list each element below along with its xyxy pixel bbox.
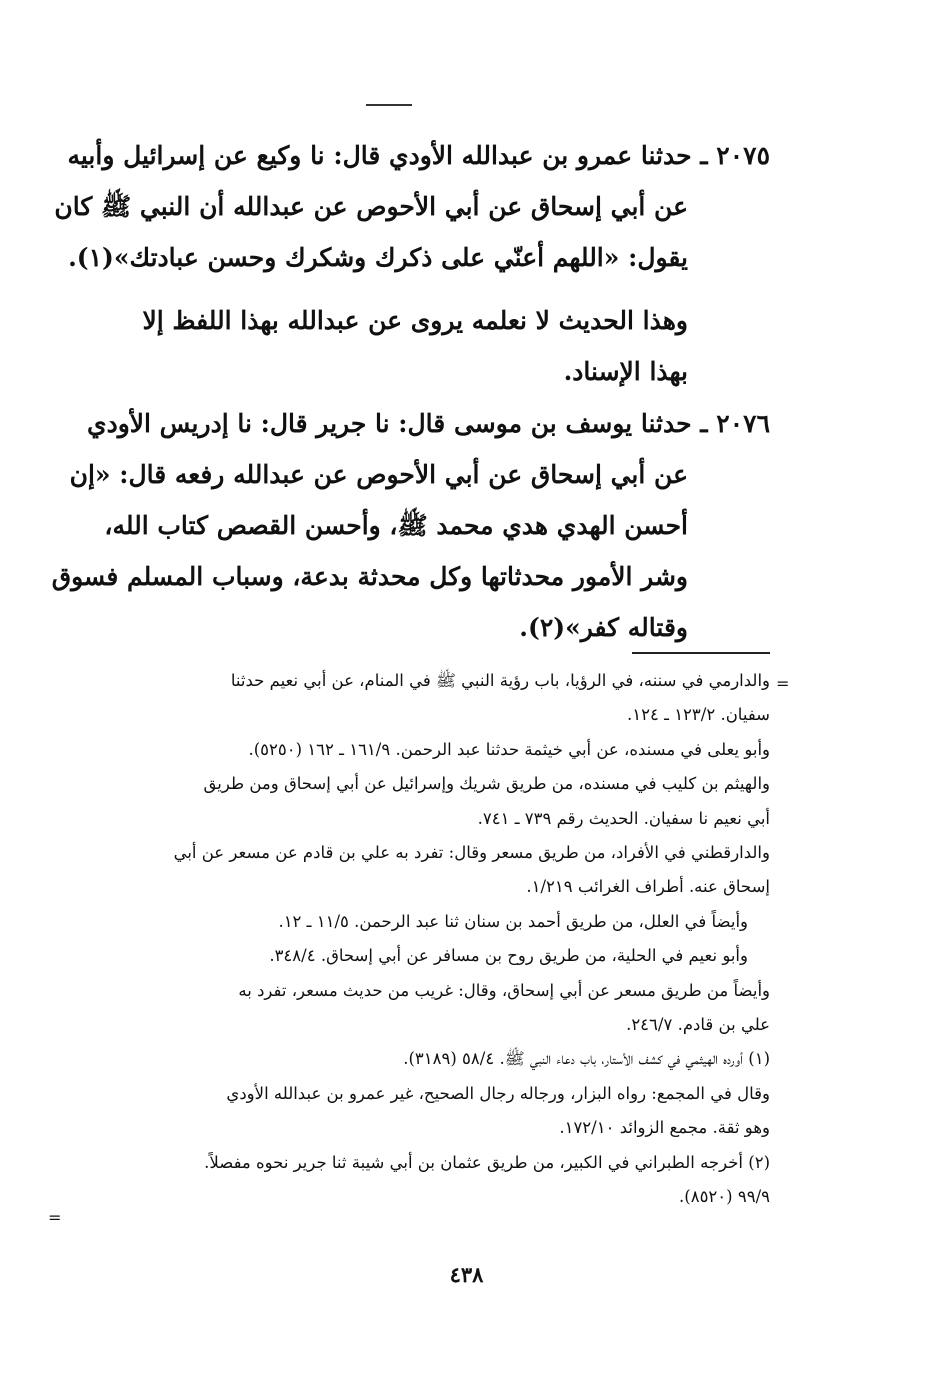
hadith-2076-line: وقتاله كفر»(٢). (519, 613, 688, 642)
footnote-line: وقال في المجمع: رواه البزار، ورجاله رجال الصحيح، غير عمرو بن عبدالله الأودي (226, 1083, 770, 1103)
footnote-line: علي بن قادم. ٢٤٦/٧. (626, 1015, 770, 1035)
footnote-line: (٢) أخرجه الطبراني في الكبير، من طريق عثمان بن أبي شيبة ثنا جرير نحوه مفصلاً. (204, 1152, 770, 1172)
hadith-2075 (54, 130, 770, 283)
footnote-line: سفيان. ١٢٣/٢ ـ ١٢٤. (627, 705, 770, 725)
footnote-line: ٩٩/٩ (٨٥٢٠). (679, 1187, 770, 1207)
footnote-continuation-mark-end: = (48, 1208, 62, 1227)
footnotes (62, 664, 770, 1215)
footnote-line: والهيثم بن كليب في مسنده، من طريق شريك وإسرائيل عن أبي إسحاق ومن طريق (203, 774, 770, 794)
footnote-line: (١) أورده الهيثمي في كشف الأستار، باب دعاء النبي ﷺ. ٥٨/٤ (٣١٨٩). (403, 1049, 770, 1069)
footnote-line: إسحاق عنه. أطراف الغرائب ١/٢١٩. (526, 877, 770, 897)
footnote-line: والدارمي في سننه، في الرؤيا، باب رؤية النبي ﷺ في المنام، عن أبي نعيم حدثنا (230, 671, 770, 690)
hadith-2076-line: ٢٠٧٦ ـ حدثنا يوسف بن موسى قال: نا جرير قال: نا إدريس الأودي (87, 409, 770, 438)
author-note-line: بهذا الإسناد. (563, 357, 688, 386)
footnote-line: وأبو يعلى في مسنده، عن أبي خيثمة حدثنا عبد الرحمن. ١٦١/٩ ـ ١٦٢ (٥٢٥٠). (248, 739, 770, 759)
hadith-2076 (51, 398, 770, 653)
author-note-2075 (62, 295, 770, 397)
footnote-line: وأيضاً من طريق مسعر عن أبي إسحاق، وقال: غريب من حديث مسعر، تفرد به (238, 980, 770, 1000)
hadith-2075-line: عن أبي إسحاق عن أبي الأحوص عن عبدالله أن النبي ﷺ كان (54, 192, 688, 221)
footnote-line: وهو ثقة. مجمع الزوائد ١٧٢/١٠. (559, 1118, 770, 1138)
footnote-line: وأبو نعيم في الحلية، من طريق روح بن مسافر عن أبي إسحاق. ٣٤٨/٤. (269, 946, 748, 966)
header-ornament-line (366, 104, 412, 106)
footnote-line: والدارقطني في الأفراد، من طريق مسعر وقال: تفرد به علي بن قادم عن مسعر عن أبي (173, 843, 770, 863)
hadith-2076-line: أحسن الهدي هدي محمد ﷺ، وأحسن القصص كتاب الله، (104, 511, 688, 540)
footnote-separator (632, 652, 770, 654)
footnote-continuation-mark: = (776, 674, 790, 693)
hadith-2076-line: وشر الأمور محدثاتها وكل محدثة بدعة، وسباب المسلم فسوق (51, 562, 688, 591)
hadith-2075-line: يقول: «اللهم أعنّي على ذكرك وشكرك وحسن عبادتك»(١). (68, 243, 688, 272)
page-number: ٤٣٨ (449, 1262, 484, 1287)
hadith-2075-line: ٢٠٧٥ ـ حدثنا عمرو بن عبدالله الأودي قال: نا وكيع عن إسرائيل وأبيه (67, 141, 770, 170)
hadith-2076-line: عن أبي إسحاق عن أبي الأحوص عن عبدالله رفعه قال: «إن (69, 460, 688, 489)
footnote-line: وأيضاً في العلل، من طريق أحمد بن سنان ثنا عبد الرحمن. ١١/٥ ـ ١٢. (278, 911, 748, 931)
author-note-line: وهذا الحديث لا نعلمه يروى عن عبدالله بهذا اللفظ إلا (142, 306, 688, 335)
footnote-line: أبي نعيم نا سفيان. الحديث رقم ٧٣٩ ـ ٧٤١. (477, 808, 770, 828)
